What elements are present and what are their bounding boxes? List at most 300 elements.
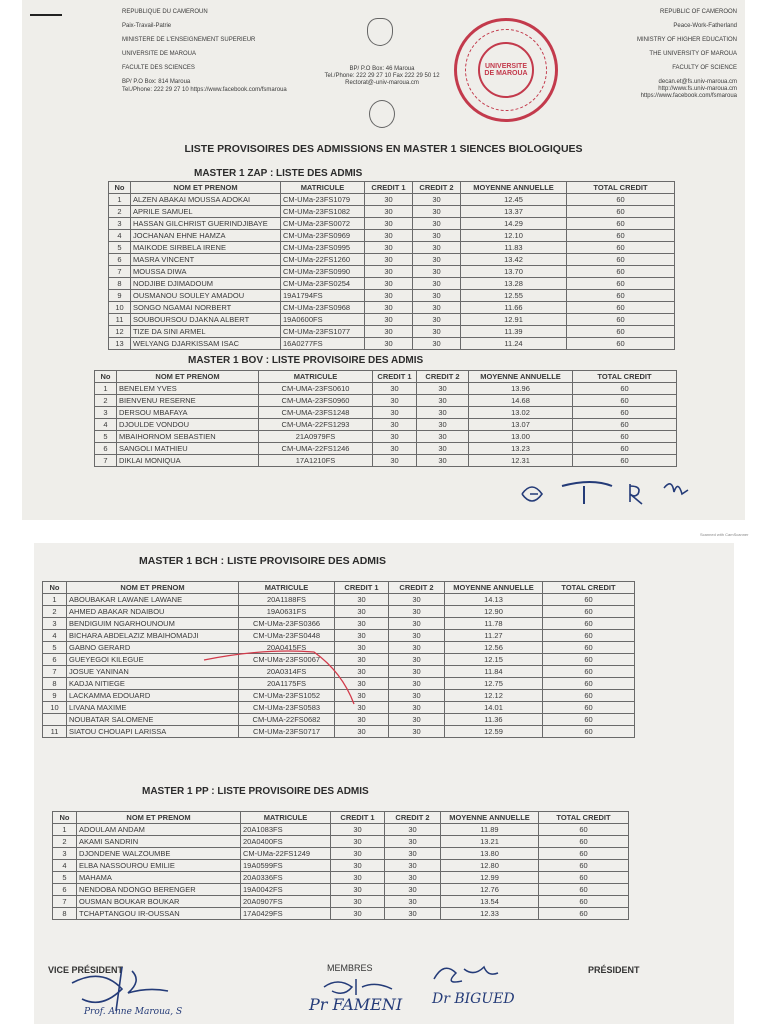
cell-matricule: CM-UMa-23FS1077	[281, 326, 365, 338]
bov-section-title: MASTER 1 BOV : LISTE PROVISOIRE DES ADMIS	[188, 355, 424, 366]
cell-no: 8	[43, 678, 67, 690]
header-line: Tel./Phone: 222 29 27 10 Fax 222 29 50 12	[324, 73, 440, 79]
header-line: REPUBLIC OF CAMEROON	[659, 9, 737, 15]
cell-credit-1: 30	[373, 383, 417, 395]
cell-credit-2: 30	[389, 714, 445, 726]
cell-matricule: 17A1210FS	[259, 455, 373, 467]
cell-matricule: 20A1083FS	[241, 824, 331, 836]
cell-average: 12.99	[441, 872, 539, 884]
cell-name: DJONDENE WALZOUMBE	[77, 848, 241, 860]
cell-average: 12.76	[441, 884, 539, 896]
header-line: https://www.facebook.com/fsmaroua	[640, 93, 737, 99]
cell-credit-1: 30	[335, 654, 389, 666]
cell-matricule: 19A0599FS	[241, 860, 331, 872]
cell-no: 9	[43, 690, 67, 702]
cell-no: 13	[109, 338, 131, 350]
table-row	[43, 606, 635, 618]
cell-name: MAHAMA	[77, 872, 241, 884]
col-header-total-credit: TOTAL CREDIT	[543, 582, 635, 594]
cell-name: DIKLAI MONIQUA	[117, 455, 259, 467]
cell-matricule: CM-UMA-23FS0960	[259, 395, 373, 407]
cell-total-credit: 60	[543, 702, 635, 714]
cell-credit-1: 30	[365, 290, 413, 302]
cell-credit-1: 30	[365, 218, 413, 230]
cell-no: 2	[109, 206, 131, 218]
cell-credit-2: 30	[413, 314, 461, 326]
cell-credit-2: 30	[417, 383, 469, 395]
cell-matricule: CM-UMa-23FS0969	[281, 230, 365, 242]
cell-average: 11.24	[461, 338, 567, 350]
cell-total-credit: 60	[543, 666, 635, 678]
cell-average: 11.83	[461, 242, 567, 254]
col-header-no: No	[109, 182, 131, 194]
cell-total-credit: 60	[543, 594, 635, 606]
cell-no: 4	[109, 230, 131, 242]
cell-name: GUEYEGOI KILEGUE	[67, 654, 239, 666]
cell-name: LIVANA MAXIME	[67, 702, 239, 714]
cell-credit-2: 30	[413, 194, 461, 206]
cell-credit-2: 30	[385, 896, 441, 908]
cell-credit-2: 30	[385, 884, 441, 896]
table-row	[109, 242, 675, 254]
cell-credit-2: 30	[413, 218, 461, 230]
cell-matricule: CM-UMA-23FS0610	[259, 383, 373, 395]
cell-credit-2: 30	[413, 254, 461, 266]
cell-credit-1: 30	[373, 455, 417, 467]
cell-credit-2: 30	[413, 242, 461, 254]
cell-credit-1: 30	[373, 407, 417, 419]
cell-average: 13.07	[469, 419, 573, 431]
header-line: decan.et@fs.univ-maroua.cm	[658, 79, 737, 85]
cell-credit-1: 30	[365, 242, 413, 254]
cell-total-credit: 60	[543, 630, 635, 642]
cell-credit-2: 30	[389, 606, 445, 618]
cell-matricule: CM-UMa-23FS0583	[239, 702, 335, 714]
cell-credit-2: 30	[389, 666, 445, 678]
cell-total-credit: 60	[573, 455, 677, 467]
cell-name: HASSAN GILCHRIST GUERINDJIBAYE	[131, 218, 281, 230]
cell-no: 6	[109, 254, 131, 266]
table-row	[95, 395, 677, 407]
table-row	[95, 407, 677, 419]
cell-credit-2: 30	[385, 836, 441, 848]
cell-name: WELYANG DJARKISSAM ISAC	[131, 338, 281, 350]
cell-total-credit: 60	[543, 642, 635, 654]
cell-name: ADOULAM ANDAM	[77, 824, 241, 836]
cell-credit-1: 30	[365, 314, 413, 326]
cell-credit-1: 30	[365, 266, 413, 278]
cell-total-credit: 60	[539, 824, 629, 836]
cell-average: 12.56	[445, 642, 543, 654]
page-one-initials-signatures	[512, 472, 702, 512]
cell-average: 14.01	[445, 702, 543, 714]
cell-no: 11	[43, 726, 67, 738]
cell-matricule: CM-UMa-23FS0254	[281, 278, 365, 290]
cell-credit-2: 30	[389, 678, 445, 690]
header-left	[122, 9, 287, 101]
cell-name: KADJA NITIEGE	[67, 678, 239, 690]
table-row	[109, 194, 675, 206]
faculty-emblem-icon	[369, 100, 395, 128]
cell-average: 12.55	[461, 290, 567, 302]
cell-no: 1	[109, 194, 131, 206]
cell-average: 11.39	[461, 326, 567, 338]
cell-no: 7	[95, 455, 117, 467]
cell-average: 12.10	[461, 230, 567, 242]
cell-name: MBAIHORNOM SEBASTIEN	[117, 431, 259, 443]
cell-no: 6	[53, 884, 77, 896]
cell-credit-2: 30	[389, 594, 445, 606]
cell-name: AHMED ABAKAR NDAIBOU	[67, 606, 239, 618]
vice-president-label: VICE PRÉSIDENT	[48, 965, 124, 975]
bov-admission-table	[94, 370, 677, 467]
cell-total-credit: 60	[573, 419, 677, 431]
bch-section-title: MASTER 1 BCH : LISTE PROVISOIRE DES ADMIS	[139, 555, 386, 567]
cell-credit-1: 30	[365, 194, 413, 206]
col-header-credit-2: CREDIT 2	[385, 812, 441, 824]
table-row	[53, 908, 629, 920]
cell-average: 12.15	[445, 654, 543, 666]
cell-matricule: 19A0042FS	[241, 884, 331, 896]
cell-credit-2: 30	[389, 690, 445, 702]
cell-total-credit: 60	[573, 383, 677, 395]
page-one	[22, 0, 745, 520]
cell-name: ELBA NASSOUROU EMILIE	[77, 860, 241, 872]
cell-credit-2: 30	[413, 338, 461, 350]
table-row	[53, 860, 629, 872]
cell-no: 1	[95, 383, 117, 395]
cell-name: NOUBATAR SALOMENE	[67, 714, 239, 726]
cell-average: 13.96	[469, 383, 573, 395]
cell-name: SIATOU CHOUAPI LARISSA	[67, 726, 239, 738]
cell-average: 12.75	[445, 678, 543, 690]
cell-credit-2: 30	[385, 848, 441, 860]
table-row	[109, 230, 675, 242]
cell-no: 5	[109, 242, 131, 254]
cell-no: 2	[53, 836, 77, 848]
cell-credit-2: 30	[385, 908, 441, 920]
cell-total-credit: 60	[567, 302, 675, 314]
corner-mark	[30, 14, 62, 16]
cell-no: 9	[109, 290, 131, 302]
cell-name: AKAMI SANDRIN	[77, 836, 241, 848]
members-label: MEMBRES	[327, 963, 373, 973]
cell-name: NENDOBA NDONGO BERENGER	[77, 884, 241, 896]
vice-president-signature-text: Prof. Anne Maroua, S	[84, 1007, 183, 1017]
cell-total-credit: 60	[543, 606, 635, 618]
cell-matricule: 19A0631FS	[239, 606, 335, 618]
cell-credit-1: 30	[365, 326, 413, 338]
cell-no: 3	[109, 218, 131, 230]
col-header-no: No	[53, 812, 77, 824]
cell-credit-2: 30	[389, 654, 445, 666]
header-line: BP/ P.O Box: 46 Maroua	[349, 66, 415, 72]
cell-credit-1: 30	[365, 254, 413, 266]
cell-name: JOSUE YANINAN	[67, 666, 239, 678]
scanner-watermark: Scanned with CamScanner	[700, 532, 749, 537]
cell-matricule: CM-UMA-22FS0682	[239, 714, 335, 726]
header-line: http://www.fs.univ-maroua.cm	[658, 86, 737, 92]
cell-no	[43, 714, 67, 726]
col-header-total-credit: TOTAL CREDIT	[567, 182, 675, 194]
table-row	[95, 419, 677, 431]
cell-total-credit: 60	[539, 896, 629, 908]
cell-credit-1: 30	[331, 836, 385, 848]
cell-average: 13.28	[461, 278, 567, 290]
table-row	[109, 338, 675, 350]
header-line: FACULTE DES SCIENCES	[122, 65, 195, 71]
zap-section-title: MASTER 1 ZAP : LISTE DES ADMIS	[194, 168, 363, 179]
cell-total-credit: 60	[573, 443, 677, 455]
cell-matricule: CM-UMa-23FS0067	[239, 654, 335, 666]
cell-credit-1: 30	[373, 395, 417, 407]
cell-total-credit: 60	[567, 242, 675, 254]
cell-matricule: CM-UMa-23FS0968	[281, 302, 365, 314]
cell-matricule: 20A0415FS	[239, 642, 335, 654]
header-line: UNIVERSITE DE MAROUA	[122, 51, 197, 57]
cell-matricule: 17A0429FS	[241, 908, 331, 920]
table-row	[53, 884, 629, 896]
cell-total-credit: 60	[543, 618, 635, 630]
cell-no: 8	[53, 908, 77, 920]
cell-name: OUSMAN BOUKAR BOUKAR	[77, 896, 241, 908]
cell-credit-1: 30	[335, 666, 389, 678]
cell-average: 12.12	[445, 690, 543, 702]
col-header-average: MOYENNE ANNUELLE	[469, 371, 573, 383]
cell-matricule: CM-UMa-22FS1249	[241, 848, 331, 860]
cell-credit-1: 30	[335, 690, 389, 702]
table-row	[109, 290, 675, 302]
cell-name: JOCHANAN EHNE HAMZA	[131, 230, 281, 242]
cell-average: 14.68	[469, 395, 573, 407]
col-header-credit-1: CREDIT 1	[373, 371, 417, 383]
cell-no: 3	[95, 407, 117, 419]
cell-name: MAIKODE SIRBELA IRENE	[131, 242, 281, 254]
cell-total-credit: 60	[567, 278, 675, 290]
table-row	[109, 302, 675, 314]
col-header-average: MOYENNE ANNUELLE	[441, 812, 539, 824]
cell-credit-1: 30	[335, 618, 389, 630]
cell-average: 12.91	[461, 314, 567, 326]
cell-no: 5	[43, 642, 67, 654]
cell-no: 3	[53, 848, 77, 860]
cell-credit-2: 30	[413, 206, 461, 218]
col-header-credit-1: CREDIT 1	[331, 812, 385, 824]
cell-credit-1: 30	[365, 302, 413, 314]
cell-total-credit: 60	[567, 254, 675, 266]
cell-name: OUSMANOU SOULEY AMADOU	[131, 290, 281, 302]
cell-matricule: CM-UMa-23FS0448	[239, 630, 335, 642]
cell-total-credit: 60	[567, 218, 675, 230]
cell-no: 10	[43, 702, 67, 714]
cell-credit-1: 30	[365, 338, 413, 350]
cell-matricule: 16A0277FS	[281, 338, 365, 350]
cell-no: 4	[53, 860, 77, 872]
cell-average: 12.80	[441, 860, 539, 872]
cell-total-credit: 60	[543, 690, 635, 702]
cell-average: 11.89	[441, 824, 539, 836]
cell-no: 10	[109, 302, 131, 314]
table-row	[53, 824, 629, 836]
cell-matricule: CM-UMa-23FS1082	[281, 206, 365, 218]
cell-credit-1: 30	[373, 443, 417, 455]
table-row	[43, 594, 635, 606]
cell-no: 8	[109, 278, 131, 290]
cell-matricule: 20A0907FS	[241, 896, 331, 908]
cell-total-credit: 60	[573, 431, 677, 443]
header-line: MINISTERE DE L'ENSEIGNEMENT SUPERIEUR	[122, 37, 256, 43]
cell-credit-2: 30	[417, 443, 469, 455]
cell-matricule: 20A1175FS	[239, 678, 335, 690]
cell-credit-2: 30	[417, 431, 469, 443]
cell-matricule: CM-UMA-23FS1248	[259, 407, 373, 419]
cell-average: 11.84	[445, 666, 543, 678]
cell-average: 13.80	[441, 848, 539, 860]
cell-total-credit: 60	[543, 714, 635, 726]
table-row	[109, 314, 675, 326]
cell-total-credit: 60	[539, 836, 629, 848]
member-signature-2	[424, 959, 504, 989]
table-row	[95, 455, 677, 467]
cell-matricule: 21A0979FS	[259, 431, 373, 443]
cell-credit-1: 30	[331, 896, 385, 908]
header-line: Paix-Travail-Patrie	[122, 23, 172, 29]
cell-total-credit: 60	[539, 848, 629, 860]
table-row	[109, 206, 675, 218]
col-header-matricule: MATRICULE	[281, 182, 365, 194]
cell-matricule: 20A1188FS	[239, 594, 335, 606]
cell-name: MASRA VINCENT	[131, 254, 281, 266]
member-signature-bigued: Dr BIGUED	[432, 991, 515, 1007]
cell-credit-2: 30	[413, 290, 461, 302]
cell-total-credit: 60	[543, 654, 635, 666]
cell-credit-1: 30	[365, 206, 413, 218]
cell-average: 11.27	[445, 630, 543, 642]
cell-no: 6	[43, 654, 67, 666]
cell-matricule: CM-UMA-22FS1293	[259, 419, 373, 431]
cell-average: 13.23	[469, 443, 573, 455]
cell-credit-1: 30	[331, 908, 385, 920]
cell-average: 12.59	[445, 726, 543, 738]
cell-no: 1	[43, 594, 67, 606]
cell-no: 12	[109, 326, 131, 338]
table-row	[95, 443, 677, 455]
cell-credit-1: 30	[335, 606, 389, 618]
cell-matricule: CM-UMa-23FS1079	[281, 194, 365, 206]
cell-credit-2: 30	[385, 860, 441, 872]
cell-average: 12.33	[441, 908, 539, 920]
header-line: FACULTY OF SCIENCE	[672, 65, 737, 71]
cell-credit-2: 30	[413, 266, 461, 278]
cell-name: NODJIBE DJIMADOUM	[131, 278, 281, 290]
cell-total-credit: 60	[539, 860, 629, 872]
official-seal	[454, 18, 558, 122]
cell-total-credit: 60	[543, 726, 635, 738]
cell-credit-2: 30	[389, 726, 445, 738]
table-row	[53, 896, 629, 908]
cell-no: 7	[53, 896, 77, 908]
col-header-matricule: MATRICULE	[239, 582, 335, 594]
cell-name: ABOUBAKAR LAWANE LAWANE	[67, 594, 239, 606]
cell-name: SANGOLI MATHIEU	[117, 443, 259, 455]
cell-average: 14.29	[461, 218, 567, 230]
cell-credit-2: 30	[389, 642, 445, 654]
table-row	[109, 278, 675, 290]
cell-no: 2	[95, 395, 117, 407]
cell-total-credit: 60	[567, 314, 675, 326]
cell-matricule: CM-UMa-23FS0072	[281, 218, 365, 230]
col-header-name: NOM ET PRENOM	[77, 812, 241, 824]
cell-average: 12.31	[469, 455, 573, 467]
table-row	[109, 218, 675, 230]
cell-total-credit: 60	[567, 230, 675, 242]
col-header-total-credit: TOTAL CREDIT	[539, 812, 629, 824]
cell-credit-1: 30	[331, 860, 385, 872]
col-header-total-credit: TOTAL CREDIT	[573, 371, 677, 383]
cell-no: 7	[43, 666, 67, 678]
cell-name: SOUBOURSOU DJAKNA ALBERT	[131, 314, 281, 326]
header-center	[322, 66, 442, 87]
cell-name: APRILE SAMUEL	[131, 206, 281, 218]
cell-name: TIZE DA SINI ARMEL	[131, 326, 281, 338]
cell-name: ALZEN ABAKAI MOUSSA ADOKAI	[131, 194, 281, 206]
col-header-matricule: MATRICULE	[241, 812, 331, 824]
cell-no: 1	[53, 824, 77, 836]
cell-credit-2: 30	[385, 824, 441, 836]
cell-no: 4	[43, 630, 67, 642]
cell-matricule: CM-UMa-23FS0990	[281, 266, 365, 278]
cell-credit-2: 30	[413, 278, 461, 290]
cell-total-credit: 60	[567, 326, 675, 338]
cell-credit-2: 30	[413, 326, 461, 338]
cell-credit-1: 30	[331, 824, 385, 836]
cell-matricule: CM-UMa-23FS0717	[239, 726, 335, 738]
table-row	[95, 431, 677, 443]
cell-no: 5	[95, 431, 117, 443]
table-row	[109, 266, 675, 278]
header-line: Tel./Phone: 222 29 27 10 https://www.facebook.com/fsmaroua	[122, 87, 287, 93]
cell-name: BICHARA ABDELAZIZ MBAIHOMADJI	[67, 630, 239, 642]
cell-credit-2: 30	[417, 407, 469, 419]
col-header-matricule: MATRICULE	[259, 371, 373, 383]
cell-name: SONGO NGAMAI NORBERT	[131, 302, 281, 314]
cell-credit-2: 30	[413, 230, 461, 242]
cell-total-credit: 60	[539, 884, 629, 896]
cell-credit-1: 30	[335, 702, 389, 714]
table-row	[109, 254, 675, 266]
cell-name: DJOULDE VONDOU	[117, 419, 259, 431]
col-header-no: No	[95, 371, 117, 383]
cell-credit-1: 30	[373, 419, 417, 431]
cell-matricule: CM-UMa-23FS0366	[239, 618, 335, 630]
cell-name: BENDIGUIM NGARHOUNOUM	[67, 618, 239, 630]
cell-credit-2: 30	[413, 302, 461, 314]
cell-credit-2: 30	[389, 702, 445, 714]
cell-name: TCHAPTANGOU IR-OUSSAN	[77, 908, 241, 920]
cell-credit-1: 30	[365, 230, 413, 242]
header-right	[637, 9, 737, 100]
col-header-average: MOYENNE ANNUELLE	[445, 582, 543, 594]
header-line: THE UNIVERSITY OF MAROUA	[649, 51, 737, 57]
cell-matricule: CM-UMA-22FS1246	[259, 443, 373, 455]
cell-name: GABNO GERARD	[67, 642, 239, 654]
table-row	[43, 618, 635, 630]
cell-credit-2: 30	[385, 872, 441, 884]
cell-no: 5	[53, 872, 77, 884]
cell-credit-1: 30	[331, 872, 385, 884]
cell-credit-1: 30	[373, 431, 417, 443]
cell-average: 13.42	[461, 254, 567, 266]
